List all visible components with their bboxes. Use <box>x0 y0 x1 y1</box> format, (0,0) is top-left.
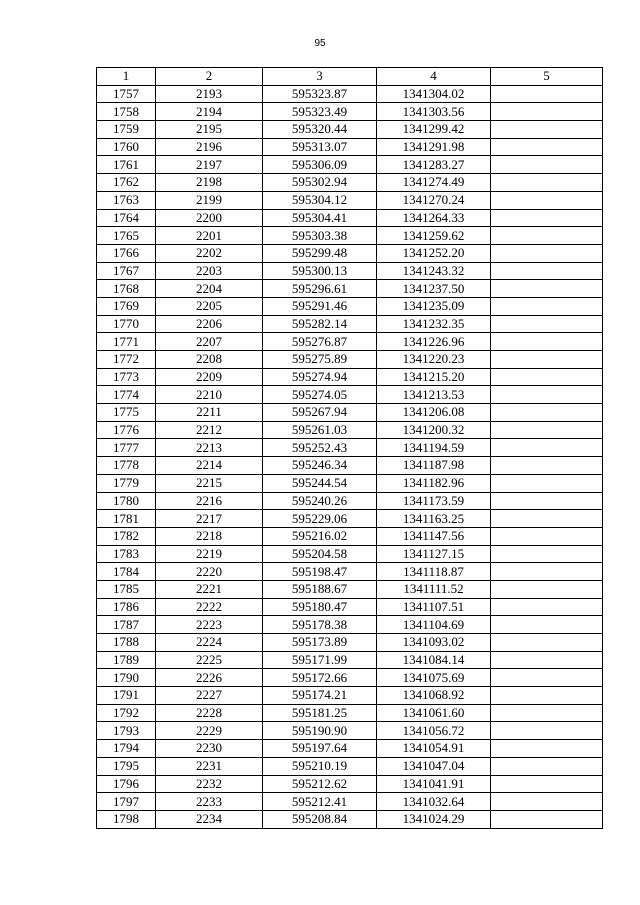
table-cell-col-2: 2206 <box>156 315 263 333</box>
table-cell-col-5 <box>491 262 603 280</box>
table-cell-col-5 <box>491 297 603 315</box>
table-row <box>97 351 603 369</box>
table-cell-col-2: 2224 <box>156 634 263 652</box>
table-cell-col-1: 1791 <box>97 687 156 705</box>
table-row <box>97 421 603 439</box>
table-cell-col-3: 595181.25 <box>263 704 377 722</box>
table-row <box>97 368 603 386</box>
table-cell-col-2: 2200 <box>156 209 263 227</box>
table-cell-col-2: 2213 <box>156 439 263 457</box>
table-cell-col-3: 595274.05 <box>263 386 377 404</box>
table-row <box>97 174 603 192</box>
table-cell-col-5 <box>491 510 603 528</box>
table-cell-col-4: 1341084.14 <box>377 651 491 669</box>
table-cell-col-5 <box>491 174 603 192</box>
table-cell-col-1: 1757 <box>97 85 156 103</box>
table-cell-col-2: 2217 <box>156 510 263 528</box>
table-cell-col-1: 1788 <box>97 634 156 652</box>
table-cell-col-1: 1778 <box>97 457 156 475</box>
table-cell-col-5 <box>491 333 603 351</box>
table-row <box>97 439 603 457</box>
table-cell-col-5 <box>491 687 603 705</box>
table-cell-col-2: 2209 <box>156 368 263 386</box>
table-cell-col-4: 1341061.60 <box>377 704 491 722</box>
table-row <box>97 510 603 528</box>
table-cell-col-3: 595246.34 <box>263 457 377 475</box>
table-cell-col-5 <box>491 457 603 475</box>
table-cell-col-4: 1341075.69 <box>377 669 491 687</box>
table-row <box>97 85 603 103</box>
table-cell-col-4: 1341206.08 <box>377 404 491 422</box>
table-cell-col-4: 1341235.09 <box>377 297 491 315</box>
table-cell-col-4: 1341093.02 <box>377 634 491 652</box>
table-cell-col-1: 1787 <box>97 616 156 634</box>
table-cell-col-5 <box>491 121 603 139</box>
table-cell-col-5 <box>491 810 603 828</box>
table-cell-col-4: 1341264.33 <box>377 209 491 227</box>
table-cell-col-1: 1777 <box>97 439 156 457</box>
table-cell-col-2: 2204 <box>156 280 263 298</box>
table-cell-col-2: 2233 <box>156 793 263 811</box>
table-cell-col-3: 595303.38 <box>263 227 377 245</box>
table-row <box>97 262 603 280</box>
table-row <box>97 634 603 652</box>
table-cell-col-2: 2234 <box>156 810 263 828</box>
table-cell-col-4: 1341270.24 <box>377 191 491 209</box>
table-cell-col-4: 1341111.52 <box>377 580 491 598</box>
table-cell-col-3: 595275.89 <box>263 351 377 369</box>
table-cell-col-5 <box>491 775 603 793</box>
table-cell-col-4: 1341213.53 <box>377 386 491 404</box>
table-row <box>97 669 603 687</box>
table-cell-col-2: 2208 <box>156 351 263 369</box>
table-row <box>97 297 603 315</box>
table-cell-col-5 <box>491 492 603 510</box>
table-row <box>97 810 603 828</box>
table-cell-col-4: 1341283.27 <box>377 156 491 174</box>
table-cell-col-5 <box>491 598 603 616</box>
table-cell-col-5 <box>491 315 603 333</box>
table-cell-col-4: 1341118.87 <box>377 563 491 581</box>
table-cell-col-1: 1793 <box>97 722 156 740</box>
table-cell-col-3: 595173.89 <box>263 634 377 652</box>
table-cell-col-2: 2212 <box>156 421 263 439</box>
table-cell-col-2: 2228 <box>156 704 263 722</box>
table-cell-col-1: 1773 <box>97 368 156 386</box>
table-cell-col-2: 2230 <box>156 740 263 758</box>
table-row <box>97 704 603 722</box>
table-cell-col-1: 1761 <box>97 156 156 174</box>
table-cell-col-4: 1341215.20 <box>377 368 491 386</box>
table-cell-col-2: 2225 <box>156 651 263 669</box>
table-cell-col-4: 1341220.23 <box>377 351 491 369</box>
table-row <box>97 138 603 156</box>
table-cell-col-3: 595229.06 <box>263 510 377 528</box>
column-header-3: 3 <box>263 68 377 86</box>
table-cell-col-2: 2198 <box>156 174 263 192</box>
table-cell-col-5 <box>491 227 603 245</box>
column-header-4: 4 <box>377 68 491 86</box>
table-cell-col-1: 1781 <box>97 510 156 528</box>
table-cell-col-3: 595274.94 <box>263 368 377 386</box>
table-cell-col-1: 1790 <box>97 669 156 687</box>
table-cell-col-3: 595171.99 <box>263 651 377 669</box>
table-row <box>97 333 603 351</box>
table-row <box>97 580 603 598</box>
table-header <box>97 68 603 86</box>
table-cell-col-1: 1767 <box>97 262 156 280</box>
table-row <box>97 315 603 333</box>
table-cell-col-1: 1785 <box>97 580 156 598</box>
table-cell-col-5 <box>491 103 603 121</box>
table-row <box>97 545 603 563</box>
table-cell-col-4: 1341041.91 <box>377 775 491 793</box>
table-cell-col-3: 595210.19 <box>263 757 377 775</box>
table-cell-col-1: 1766 <box>97 244 156 262</box>
table-cell-col-1: 1780 <box>97 492 156 510</box>
table-cell-col-3: 595323.49 <box>263 103 377 121</box>
table-cell-col-5 <box>491 740 603 758</box>
table-cell-col-2: 2232 <box>156 775 263 793</box>
table-cell-col-5 <box>491 191 603 209</box>
table-cell-col-4: 1341226.96 <box>377 333 491 351</box>
table-cell-col-3: 595306.09 <box>263 156 377 174</box>
table-cell-col-3: 595198.47 <box>263 563 377 581</box>
table-cell-col-3: 595304.41 <box>263 209 377 227</box>
table-cell-col-4: 1341232.35 <box>377 315 491 333</box>
table-cell-col-4: 1341200.32 <box>377 421 491 439</box>
table-cell-col-2: 2226 <box>156 669 263 687</box>
table-row <box>97 386 603 404</box>
table-row <box>97 457 603 475</box>
table-cell-col-3: 595197.64 <box>263 740 377 758</box>
table-cell-col-3: 595313.07 <box>263 138 377 156</box>
table-row <box>97 121 603 139</box>
table-cell-col-2: 2216 <box>156 492 263 510</box>
table-row <box>97 156 603 174</box>
table-cell-col-5 <box>491 421 603 439</box>
table-row <box>97 775 603 793</box>
table-cell-col-1: 1769 <box>97 297 156 315</box>
table-cell-col-4: 1341127.15 <box>377 545 491 563</box>
table-cell-col-1: 1796 <box>97 775 156 793</box>
table-cell-col-4: 1341047.04 <box>377 757 491 775</box>
table-row <box>97 651 603 669</box>
table-row <box>97 227 603 245</box>
table-cell-col-4: 1341274.49 <box>377 174 491 192</box>
table-cell-col-2: 2222 <box>156 598 263 616</box>
table-cell-col-5 <box>491 386 603 404</box>
table-row <box>97 527 603 545</box>
table-cell-col-5 <box>491 368 603 386</box>
column-header-2: 2 <box>156 68 263 86</box>
table-row <box>97 563 603 581</box>
table-row <box>97 191 603 209</box>
table-cell-col-3: 595178.38 <box>263 616 377 634</box>
table-cell-col-2: 2227 <box>156 687 263 705</box>
table-cell-col-3: 595304.12 <box>263 191 377 209</box>
table-cell-col-1: 1797 <box>97 793 156 811</box>
table-cell-col-3: 595240.26 <box>263 492 377 510</box>
table-cell-col-3: 595323.87 <box>263 85 377 103</box>
table-cell-col-5 <box>491 651 603 669</box>
column-header-1: 1 <box>97 68 156 86</box>
table-cell-col-1: 1775 <box>97 404 156 422</box>
table-cell-col-2: 2231 <box>156 757 263 775</box>
table-cell-col-2: 2215 <box>156 474 263 492</box>
table-row <box>97 244 603 262</box>
table-row <box>97 722 603 740</box>
table-cell-col-2: 2202 <box>156 244 263 262</box>
table-cell-col-4: 1341182.96 <box>377 474 491 492</box>
table-cell-col-5 <box>491 351 603 369</box>
table-cell-col-1: 1774 <box>97 386 156 404</box>
table-cell-col-1: 1772 <box>97 351 156 369</box>
table-cell-col-1: 1782 <box>97 527 156 545</box>
table-cell-col-3: 595267.94 <box>263 404 377 422</box>
table-row <box>97 793 603 811</box>
table-cell-col-5 <box>491 244 603 262</box>
table-row <box>97 492 603 510</box>
page-number: 95 <box>314 38 326 49</box>
table-cell-col-3: 595296.61 <box>263 280 377 298</box>
table-cell-col-4: 1341032.64 <box>377 793 491 811</box>
table-row <box>97 474 603 492</box>
table-cell-col-5 <box>491 563 603 581</box>
header-row <box>97 68 603 86</box>
table-cell-col-2: 2223 <box>156 616 263 634</box>
table-cell-col-1: 1760 <box>97 138 156 156</box>
table-cell-col-5 <box>491 85 603 103</box>
table-cell-col-3: 595172.66 <box>263 669 377 687</box>
table-cell-col-5 <box>491 669 603 687</box>
table-cell-col-3: 595212.62 <box>263 775 377 793</box>
table-cell-col-3: 595300.13 <box>263 262 377 280</box>
table-cell-col-4: 1341104.69 <box>377 616 491 634</box>
table-cell-col-1: 1784 <box>97 563 156 581</box>
table-row <box>97 757 603 775</box>
table-cell-col-4: 1341173.59 <box>377 492 491 510</box>
table-cell-col-3: 595252.43 <box>263 439 377 457</box>
table-cell-col-1: 1762 <box>97 174 156 192</box>
table-cell-col-4: 1341303.56 <box>377 103 491 121</box>
table-cell-col-3: 595204.58 <box>263 545 377 563</box>
table-row <box>97 598 603 616</box>
table-cell-col-3: 595291.46 <box>263 297 377 315</box>
table-cell-col-1: 1794 <box>97 740 156 758</box>
table-cell-col-3: 595244.54 <box>263 474 377 492</box>
coordinates-table <box>96 67 603 829</box>
table-cell-col-4: 1341056.72 <box>377 722 491 740</box>
table-cell-col-5 <box>491 616 603 634</box>
table-cell-col-2: 2205 <box>156 297 263 315</box>
table-row <box>97 209 603 227</box>
table-cell-col-1: 1795 <box>97 757 156 775</box>
table-cell-col-3: 595212.41 <box>263 793 377 811</box>
table-cell-col-2: 2203 <box>156 262 263 280</box>
table-cell-col-2: 2194 <box>156 103 263 121</box>
table-cell-col-2: 2199 <box>156 191 263 209</box>
table-cell-col-4: 1341107.51 <box>377 598 491 616</box>
table-cell-col-5 <box>491 757 603 775</box>
table-cell-col-2: 2229 <box>156 722 263 740</box>
table-row <box>97 616 603 634</box>
table-cell-col-5 <box>491 474 603 492</box>
table-cell-col-3: 595299.48 <box>263 244 377 262</box>
table-cell-col-5 <box>491 209 603 227</box>
table-cell-col-1: 1770 <box>97 315 156 333</box>
table-cell-col-4: 1341054.91 <box>377 740 491 758</box>
table-cell-col-2: 2193 <box>156 85 263 103</box>
table-cell-col-1: 1783 <box>97 545 156 563</box>
table-cell-col-4: 1341024.29 <box>377 810 491 828</box>
table-cell-col-3: 595190.90 <box>263 722 377 740</box>
table-cell-col-1: 1764 <box>97 209 156 227</box>
table-cell-col-2: 2211 <box>156 404 263 422</box>
table-cell-col-2: 2210 <box>156 386 263 404</box>
table-cell-col-5 <box>491 439 603 457</box>
table-cell-col-3: 595320.44 <box>263 121 377 139</box>
table-cell-col-1: 1792 <box>97 704 156 722</box>
table-cell-col-1: 1771 <box>97 333 156 351</box>
table-cell-col-2: 2219 <box>156 545 263 563</box>
table-cell-col-4: 1341259.62 <box>377 227 491 245</box>
table-cell-col-5 <box>491 634 603 652</box>
table-row <box>97 687 603 705</box>
table-cell-col-3: 595208.84 <box>263 810 377 828</box>
table-cell-col-1: 1789 <box>97 651 156 669</box>
table-cell-col-4: 1341187.98 <box>377 457 491 475</box>
table-cell-col-3: 595282.14 <box>263 315 377 333</box>
table-cell-col-2: 2196 <box>156 138 263 156</box>
table-cell-col-1: 1798 <box>97 810 156 828</box>
table-cell-col-1: 1786 <box>97 598 156 616</box>
table-cell-col-5 <box>491 404 603 422</box>
table-cell-col-5 <box>491 156 603 174</box>
table-cell-col-4: 1341147.56 <box>377 527 491 545</box>
table-cell-col-2: 2201 <box>156 227 263 245</box>
table-cell-col-1: 1759 <box>97 121 156 139</box>
table-cell-col-2: 2197 <box>156 156 263 174</box>
table-cell-col-1: 1776 <box>97 421 156 439</box>
table-row <box>97 103 603 121</box>
table-cell-col-5 <box>491 545 603 563</box>
table-cell-col-5 <box>491 580 603 598</box>
table-cell-col-3: 595188.67 <box>263 580 377 598</box>
table-cell-col-3: 595261.03 <box>263 421 377 439</box>
table-cell-col-5 <box>491 280 603 298</box>
table-cell-col-4: 1341252.20 <box>377 244 491 262</box>
table-cell-col-2: 2207 <box>156 333 263 351</box>
table-cell-col-5 <box>491 527 603 545</box>
table-cell-col-4: 1341304.02 <box>377 85 491 103</box>
table-cell-col-4: 1341299.42 <box>377 121 491 139</box>
table-cell-col-5 <box>491 722 603 740</box>
table-row <box>97 280 603 298</box>
table-cell-col-1: 1765 <box>97 227 156 245</box>
table-cell-col-4: 1341163.25 <box>377 510 491 528</box>
table-cell-col-2: 2195 <box>156 121 263 139</box>
table-cell-col-5 <box>491 704 603 722</box>
table-cell-col-4: 1341194.59 <box>377 439 491 457</box>
table-cell-col-3: 595302.94 <box>263 174 377 192</box>
table-cell-col-4: 1341237.50 <box>377 280 491 298</box>
table-body <box>97 85 603 828</box>
table-cell-col-3: 595174.21 <box>263 687 377 705</box>
table-cell-col-3: 595180.47 <box>263 598 377 616</box>
table-cell-col-3: 595276.87 <box>263 333 377 351</box>
table-cell-col-4: 1341291.98 <box>377 138 491 156</box>
table-cell-col-2: 2221 <box>156 580 263 598</box>
table-cell-col-2: 2214 <box>156 457 263 475</box>
table-cell-col-4: 1341068.92 <box>377 687 491 705</box>
table-cell-col-5 <box>491 793 603 811</box>
column-header-5: 5 <box>491 68 603 86</box>
table-cell-col-4: 1341243.32 <box>377 262 491 280</box>
table-cell-col-1: 1768 <box>97 280 156 298</box>
table-cell-col-2: 2220 <box>156 563 263 581</box>
table-cell-col-2: 2218 <box>156 527 263 545</box>
table-cell-col-1: 1779 <box>97 474 156 492</box>
table-row <box>97 404 603 422</box>
table-cell-col-5 <box>491 138 603 156</box>
table-cell-col-3: 595216.02 <box>263 527 377 545</box>
table-row <box>97 740 603 758</box>
table-cell-col-1: 1763 <box>97 191 156 209</box>
table-cell-col-1: 1758 <box>97 103 156 121</box>
